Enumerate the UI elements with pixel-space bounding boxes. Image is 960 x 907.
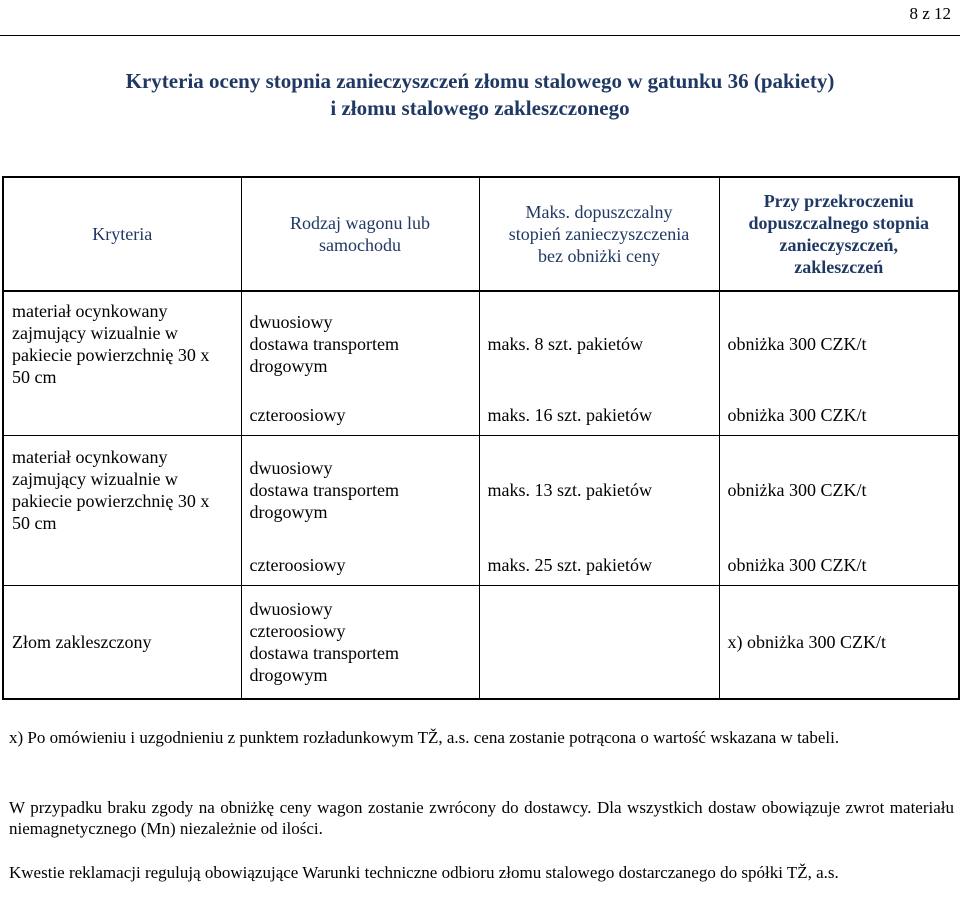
criteria-cell: materiał ocynkowany zajmujący wizualnie w pakiecie powierzchnię 30 x 50 cm — [3, 291, 241, 395]
penalty-cell: obniżka 300 CZK/t — [719, 395, 959, 435]
wagon-type-cell: dwuosiowy dostawa transportem drogowym — [241, 435, 479, 545]
return-policy-note: W przypadku braku zgody na obniżkę ceny wagon zostanie zwrócony do dostawcy. Dla wszystkich dostaw obowiązuje zwrot materiału niemagnetycznego (Mn) niezależnie od ilości. — [9, 798, 954, 838]
title-line-1: Kryteria oceny stopnia zanieczyszczeń złomu stalowego w gatunku 36 (pakiety) — [125, 69, 835, 93]
penalty-cell: obniżka 300 CZK/t — [719, 291, 959, 395]
header-wagon-type: Rodzaj wagonu lub samochodu — [241, 177, 479, 291]
wagon-type-cell: czteroosiowy — [241, 395, 479, 435]
penalty-cell: obniżka 300 CZK/t — [719, 545, 959, 585]
table-row — [3, 545, 959, 585]
table-row — [3, 435, 959, 545]
table-row — [3, 585, 959, 699]
max-contamination-cell — [479, 585, 719, 699]
footnote: x) Po omówieniu i uzgodnieniu z punktem rozładunkowym TŽ, a.s. cena zostanie potrącona o wartość wskazana w tabeli. — [9, 728, 840, 747]
wagon-type-cell: dwuosiowy dostawa transportem drogowym — [241, 291, 479, 395]
criteria-cell-empty — [3, 545, 241, 585]
table-row — [3, 395, 959, 435]
header-max-contamination: Maks. dopuszczalny stopień zanieczyszczenia bez obniżki ceny — [479, 177, 719, 291]
wagon-type-cell: czteroosiowy — [241, 545, 479, 585]
max-contamination-cell: maks. 16 szt. pakietów — [479, 395, 719, 435]
penalty-cell: x) obniżka 300 CZK/t — [719, 585, 959, 699]
header-over-limit: Przy przekroczeniu dopuszczalnego stopnia zanieczyszczeń, zakleszczeń — [719, 177, 959, 291]
max-contamination-cell: maks. 25 szt. pakietów — [479, 545, 719, 585]
max-contamination-cell: maks. 8 szt. pakietów — [479, 291, 719, 395]
header-criteria: Kryteria — [3, 177, 241, 291]
header-divider — [0, 35, 960, 36]
complaints-note: Kwestie reklamacji regulują obowiązujące Warunki techniczne odbioru złomu stalowego dostarczanego do spółki TŽ, a.s. — [9, 863, 839, 882]
wagon-type-cell: dwuosiowy czteroosiowy dostawa transportem drogowym — [241, 585, 479, 699]
criteria-table — [2, 176, 960, 700]
max-contamination-cell: maks. 13 szt. pakietów — [479, 435, 719, 545]
document-title — [0, 68, 960, 122]
table-header-row — [3, 177, 959, 291]
table-row — [3, 291, 959, 395]
penalty-cell: obniżka 300 CZK/t — [719, 435, 959, 545]
criteria-cell-empty — [3, 395, 241, 435]
criteria-cell: materiał ocynkowany zajmujący wizualnie w pakiecie powierzchnię 30 x 50 cm — [3, 435, 241, 545]
title-line-2: i złomu stalowego zakleszczonego — [330, 96, 630, 120]
criteria-cell: Złom zakleszczony — [3, 585, 241, 699]
page-number: 8 z 12 — [909, 4, 951, 23]
